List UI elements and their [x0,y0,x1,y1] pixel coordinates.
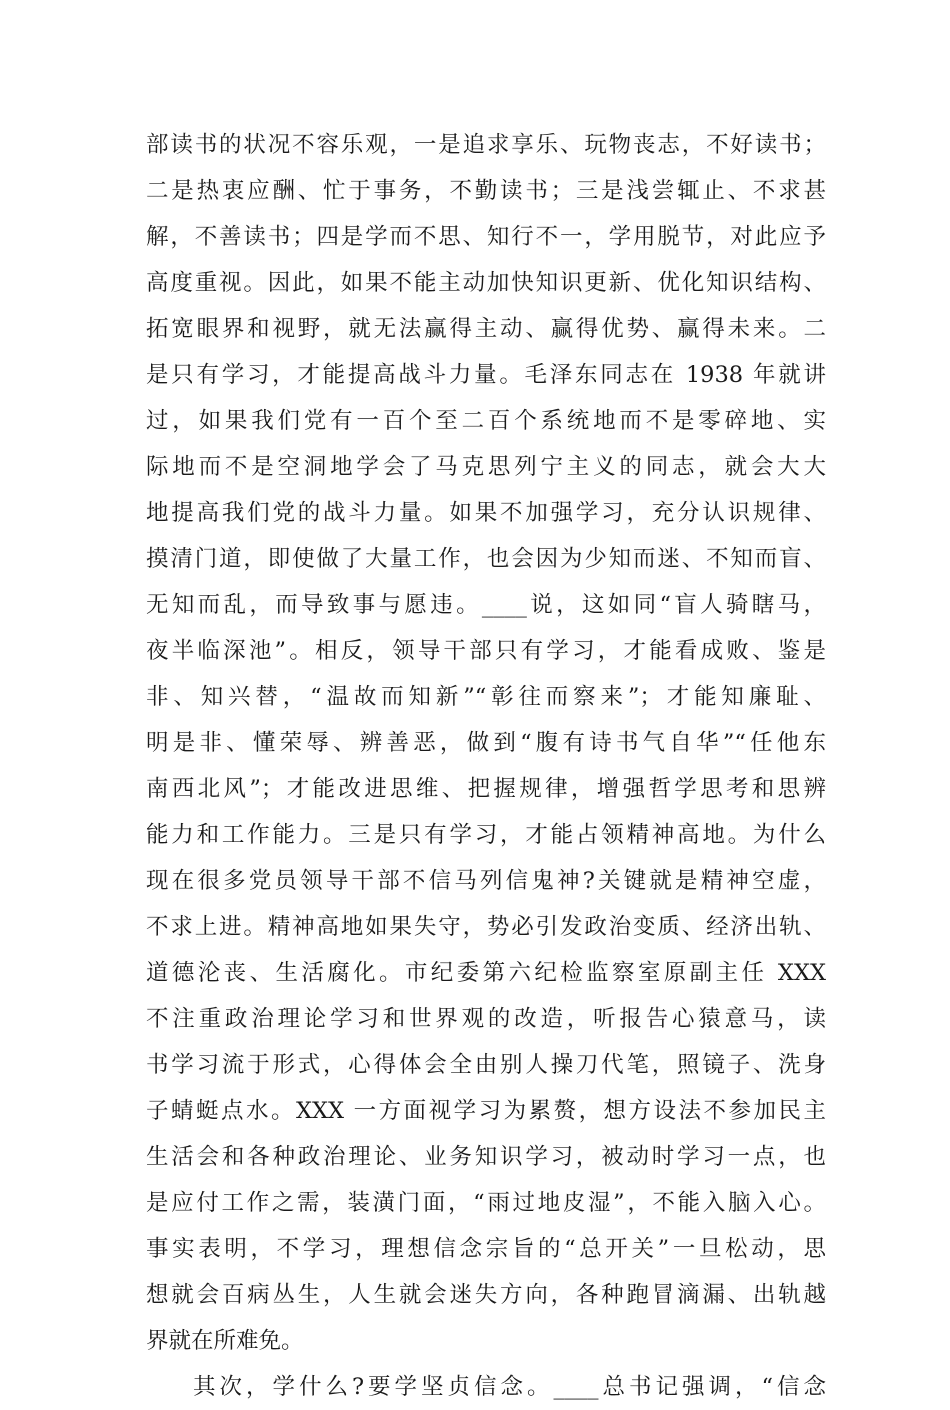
text-line: 高度重视。因此，如果不能主动加快知识更新、优化知识结构、 [146,270,826,296]
text-line: 书学习流于形式，心得体会全由别人操刀代笔，照镜子、洗身 [146,1052,826,1078]
text-line: 生活会和各种政治理论、业务知识学习，被动时学习一点，也 [146,1144,826,1170]
text-line: 现在很多党员领导干部不信马列信鬼神?关键就是精神空虚， [146,868,826,894]
text-line: 南西北风”；才能改进思维、把握规律，增强哲学思考和思辨 [146,776,826,802]
text-line: 道德沦丧、生活腐化。市纪委第六纪检监察室原副主任 XXX [146,960,826,986]
text-line: 明是非、懂荣辱、辨善恶，做到“腹有诗书气自华”“任他东 [146,730,826,756]
text-line: 无知而乱，而导致事与愿违。____说，这如同“盲人骑瞎马， [146,592,826,618]
text-line: 不求上进。精神高地如果失守，势必引发政治变质、经济出轨、 [146,914,826,940]
text-line: 子蜻蜓点水。XXX 一方面视学习为累赘，想方设法不参加民主 [146,1098,826,1124]
text-line: 地提高我们党的战斗力量。如果不加强学习，充分认识规律、 [146,500,826,526]
text-line: 摸清门道，即使做了大量工作，也会因为少知而迷、不知而盲、 [146,546,826,572]
text-line: 际地而不是空洞地学会了马克思列宁主义的同志，就会大大 [146,454,826,480]
text-line: 解，不善读书；四是学而不思、知行不一，学用脱节，对此应予 [146,224,826,250]
text-line: 能力和工作能力。三是只有学习，才能占领精神高地。为什么 [146,822,826,848]
body-text [146,122,826,1410]
text-line: 夜半临深池”。相反，领导干部只有学习，才能看成败、鉴是 [146,638,826,664]
text-line: 事实表明，不学习，理想信念宗旨的“总开关”一旦松动，思 [146,1236,826,1262]
text-line: 想就会百病丛生，人生就会迷失方向，各种跑冒滴漏、出轨越 [146,1282,826,1308]
text-line: 不注重政治理论学习和世界观的改造，听报告心猿意马，读 [146,1006,826,1032]
paragraph-start-line: 其次，学什么?要学坚贞信念。____总书记强调，“信念 [193,1374,826,1400]
text-line: 非、知兴替，“温故而知新”“彰往而察来”；才能知廉耻、 [146,684,826,710]
text-line: 部读书的状况不容乐观，一是追求享乐、玩物丧志，不好读书； [146,132,826,158]
text-line: 二是热衷应酬、忙于事务，不勤读书；三是浅尝辄止、不求甚 [146,178,826,204]
text-line: 拓宽眼界和视野，就无法赢得主动、赢得优势、赢得未来。二 [146,316,826,342]
text-line: 过，如果我们党有一百个至二百个系统地而不是零碎地、实 [146,408,826,434]
text-line: 是应付工作之需，装潢门面，“雨过地皮湿”，不能入脑入心。 [146,1190,826,1216]
paragraph-end-line: 界就在所难免。 [146,1328,304,1354]
text-line: 是只有学习，才能提高战斗力量。毛泽东同志在 1938 年就讲 [146,362,826,388]
